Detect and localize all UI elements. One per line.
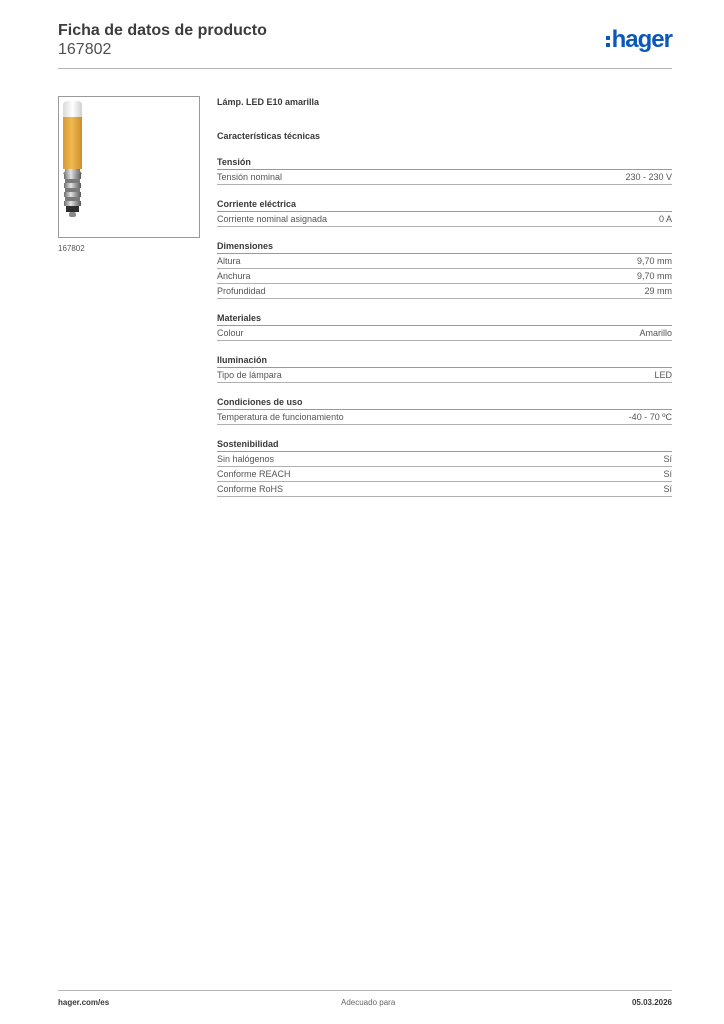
product-name: Lámp. LED E10 amarilla xyxy=(217,97,320,107)
product-number: 167802 xyxy=(58,41,112,58)
spec-label: Conforme RoHS xyxy=(217,484,284,494)
spec-label: Conforme REACH xyxy=(217,469,291,479)
spec-value: 29 mm xyxy=(644,286,672,296)
spec-row xyxy=(217,326,672,341)
spec-value: 230 - 230 V xyxy=(625,172,672,182)
document-title: Ficha de datos de producto xyxy=(58,22,267,39)
logo-dots-icon xyxy=(606,36,610,47)
spec-value: Sí xyxy=(663,454,672,464)
spec-group-conditions xyxy=(217,396,672,425)
spec-row xyxy=(217,467,672,482)
spec-label: Altura xyxy=(217,256,241,266)
spec-row xyxy=(217,269,672,284)
spec-group-dimensions xyxy=(217,240,672,299)
spec-value: 9,70 mm xyxy=(636,256,672,266)
spec-group-tension xyxy=(217,156,672,185)
footer-center-text: Adecuado para xyxy=(341,998,396,1007)
spec-row xyxy=(217,254,672,269)
spec-row xyxy=(217,482,672,497)
hager-logo xyxy=(606,27,672,53)
footer-divider xyxy=(58,990,672,991)
product-details xyxy=(217,96,672,497)
spec-group-title: Sostenibilidad xyxy=(217,438,672,452)
spec-value: 9,70 mm xyxy=(636,271,672,281)
spec-value: Amarillo xyxy=(639,328,672,338)
spec-group-title: Iluminación xyxy=(217,354,672,368)
page-footer xyxy=(58,998,672,1010)
page-header xyxy=(58,21,672,69)
spec-group-sustainability xyxy=(217,438,672,497)
spec-group-title: Tensión xyxy=(217,156,672,170)
footer-date: 05.03.2026 xyxy=(631,998,672,1007)
spec-row xyxy=(217,212,672,227)
spec-row xyxy=(217,284,672,299)
product-image xyxy=(58,96,200,238)
spec-row xyxy=(217,170,672,185)
spec-value: 0 A xyxy=(658,214,672,224)
spec-value: Sí xyxy=(663,484,672,494)
spec-label: Tensión nominal xyxy=(217,172,283,182)
spec-value: -40 - 70 ºC xyxy=(628,412,672,422)
spec-label: Sin halógenos xyxy=(217,454,275,464)
spec-row xyxy=(217,410,672,425)
header-divider xyxy=(58,68,672,69)
technical-characteristics-label: Características técnicas xyxy=(217,131,321,141)
spec-row xyxy=(217,452,672,467)
spec-group-title: Dimensiones xyxy=(217,240,672,254)
spec-label: Anchura xyxy=(217,271,251,281)
spec-group-title: Materiales xyxy=(217,312,672,326)
spec-value: Sí xyxy=(663,469,672,479)
spec-label: Corriente nominal asignada xyxy=(217,214,328,224)
spec-label: Temperatura de funcionamiento xyxy=(217,412,344,422)
spec-group-current xyxy=(217,198,672,227)
logo-text: hager xyxy=(611,26,672,53)
spec-label: Tipo de lámpara xyxy=(217,370,282,380)
footer-website-link[interactable]: hager.com/es xyxy=(58,998,110,1007)
spec-row xyxy=(217,368,672,383)
led-lamp-icon xyxy=(59,97,199,237)
spec-group-title: Corriente eléctrica xyxy=(217,198,672,212)
spec-group-materials xyxy=(217,312,672,341)
spec-label: Profundidad xyxy=(217,286,266,296)
spec-group-lighting xyxy=(217,354,672,383)
spec-value: LED xyxy=(654,370,672,380)
image-caption: 167802 xyxy=(58,244,85,253)
spec-label: Colour xyxy=(217,328,244,338)
spec-group-title: Condiciones de uso xyxy=(217,396,672,410)
